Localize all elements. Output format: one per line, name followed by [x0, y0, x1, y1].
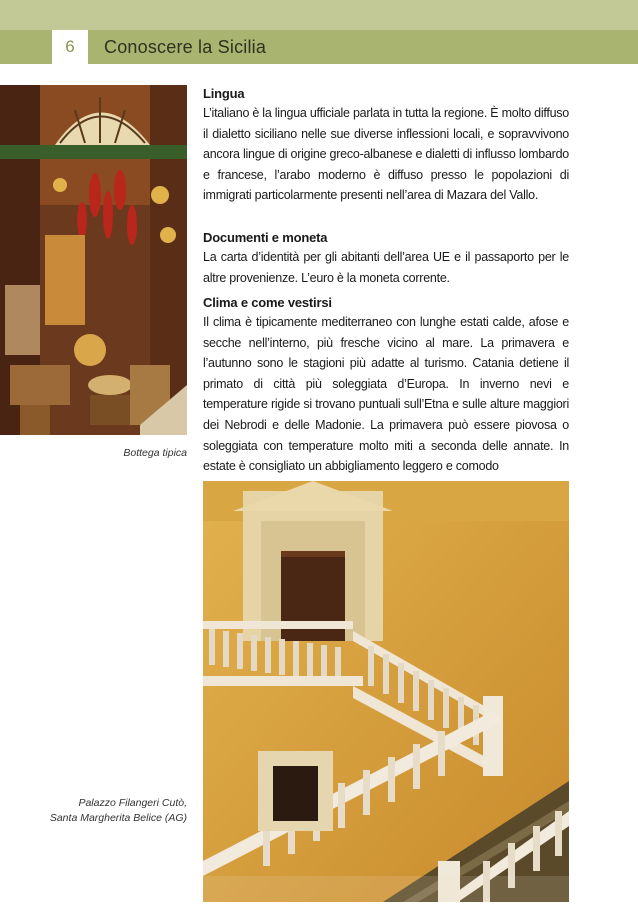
section-heading: Documenti e moneta: [203, 230, 328, 245]
page-number-box: [52, 30, 88, 64]
section-climate: [203, 293, 569, 477]
palazzo-photo-caption: [20, 796, 187, 826]
section-language: [203, 84, 569, 206]
section-body: L’italiano è la lingua ufficiale parlata in tutta la regione. È molto diffuso il dialetto siciliano nelle sue diverse inflessioni locali, e sopravvivono ancora lingue di origine greco-albanese e dialetti di influsso lombardo e francese, l’arabo moderno è diffuso presso le popolazioni di immigrati particolarmente presenti nell’area di Mazara del Vallo.: [203, 106, 569, 203]
chapter-title: Conoscere la Sicilia: [104, 37, 267, 57]
section-body: La carta d’identità per gli abitanti dell’area UE e il passaporto per le altre provenienze. L’euro è la moneta corrente.: [203, 250, 569, 285]
shop-photo: [0, 85, 187, 435]
section-documents: [203, 228, 569, 288]
caption-line: Palazzo Filangeri Cutò,: [78, 797, 187, 809]
section-heading: Clima e come vestirsi: [203, 295, 332, 310]
caption-line: Santa Margherita Belice (AG): [49, 812, 187, 824]
section-heading: Lingua: [203, 86, 245, 101]
section-body: Il clima è tipicamente mediterraneo con lunghe estati calde, afose e secche nell’interno, più fresche vicino al mare. La primavera e l’autunno sono le stagioni più adatte al turismo. Catania detiene il primato di città più soleggiata d’Europa. In inverno nevi e temperature rigide si trovano puntuali sull’Etna e sulle alture maggiori dei Nebrodi e delle Madonie. La primavera può essere piovosa o soleggiata con temperature molto miti a seconda delle annate. In estate è consigliato un abbigliamento leggero e comodo: [203, 315, 569, 474]
shop-photo-caption: Bottega tipica: [123, 447, 187, 459]
header-top-strip: [0, 0, 638, 30]
palazzo-photo: [203, 481, 569, 902]
page-number: 6: [65, 37, 75, 56]
page-header: [0, 0, 638, 64]
